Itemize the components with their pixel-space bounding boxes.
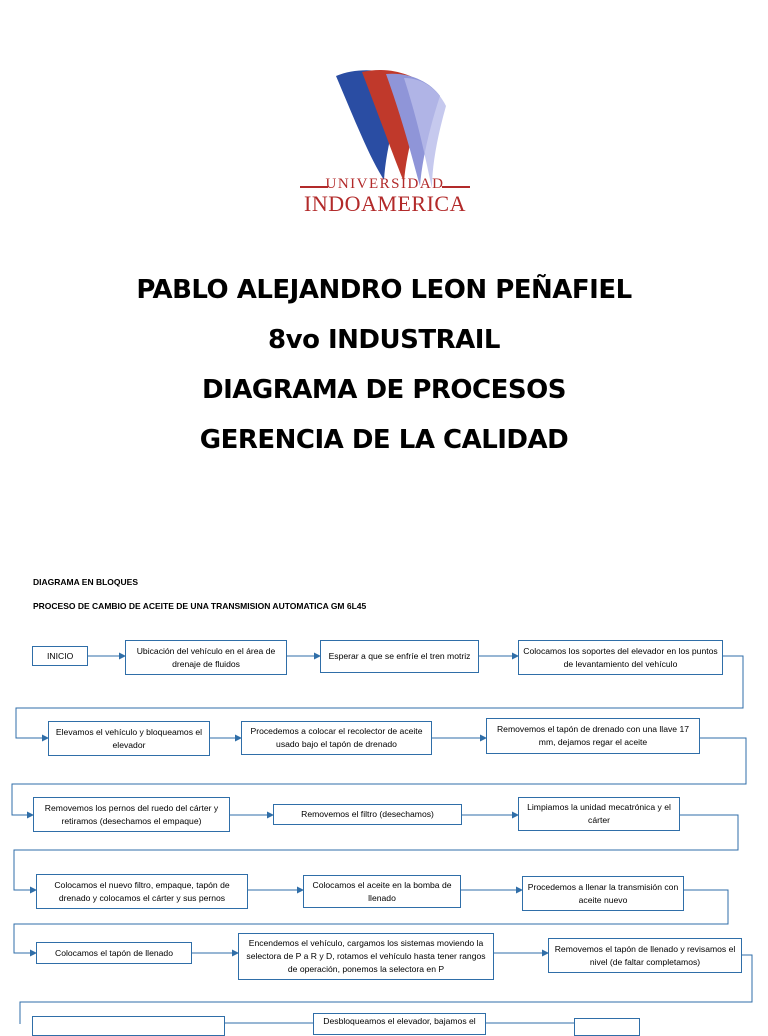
step-desbloquear-elevador: Desbloqueamos el elevador, bajamos el — [313, 1013, 486, 1035]
subject-title: DIAGRAMA DE PROCESOS — [202, 375, 566, 405]
process-title: PROCESO DE CAMBIO DE ACEITE DE UNA TRANSMISION AUTOMATICA GM 6L45 — [33, 601, 367, 611]
step-remover-tapon-drenado: Removemos el tapón de drenado con una llave 17 mm, dejamos regar el aceite — [486, 718, 700, 754]
step-colocar-filtro-nuevo: Colocamos el nuevo filtro, empaque, tapón de drenado y colocamos el cárter y sus pernos — [36, 874, 248, 909]
step-aceite-bomba: Colocamos el aceite en la bomba de llenado — [303, 875, 461, 908]
step-ubicacion-vehiculo: Ubicación del vehículo en el área de drenaje de fluidos — [125, 640, 287, 675]
step-elevar-vehiculo: Elevamos el vehículo y bloqueamos el elevador — [48, 721, 210, 756]
step-encender-vehiculo: Encendemos el vehículo, cargamos los sistemas moviendo la selectora de P a R y D, rotamos el vehículo hasta tener rangos de operación, ponemos la selectora en P — [238, 933, 494, 980]
course-title: 8vo INDUSTRAIL — [268, 325, 500, 355]
step-colocar-tapon-llenado: Colocamos el tapón de llenado — [36, 942, 192, 964]
step-partial-left — [32, 1016, 225, 1036]
author-name: PABLO ALEJANDRO LEON PEÑAFIEL — [136, 275, 632, 305]
step-remover-pernos-carter: Removemos los pernos del ruedo del cárter y retiramos (desechamos el empaque) — [33, 797, 230, 832]
logo-text-universidad: UNIVERSIDAD — [325, 176, 445, 192]
step-esperar-enfriamiento: Esperar a que se enfríe el tren motriz — [320, 640, 479, 673]
step-partial-right — [574, 1018, 640, 1036]
step-remover-filtro: Removemos el filtro (desechamos) — [273, 804, 462, 825]
step-soportes-elevador: Colocamos los soportes del elevador en los puntos de levantamiento del vehículo — [518, 640, 723, 675]
step-limpiar-mecatronica: Limpiamos la unidad mecatrónica y el cárter — [518, 797, 680, 831]
step-llenar-transmision: Procedemos a llenar la transmisión con aceite nuevo — [522, 876, 684, 911]
step-inicio: INICIO — [32, 646, 88, 666]
step-colocar-recolector: Procedemos a colocar el recolector de aceite usado bajo el tapón de drenado — [241, 721, 432, 755]
logo-text-indoamerica: INDOAMERICA — [304, 191, 466, 216]
area-title: GERENCIA DE LA CALIDAD — [199, 425, 569, 455]
diagram-heading: DIAGRAMA EN BLOQUES — [33, 577, 138, 587]
step-revisar-nivel: Removemos el tapón de llenado y revisamos el nivel (de faltar completamos) — [548, 938, 742, 973]
